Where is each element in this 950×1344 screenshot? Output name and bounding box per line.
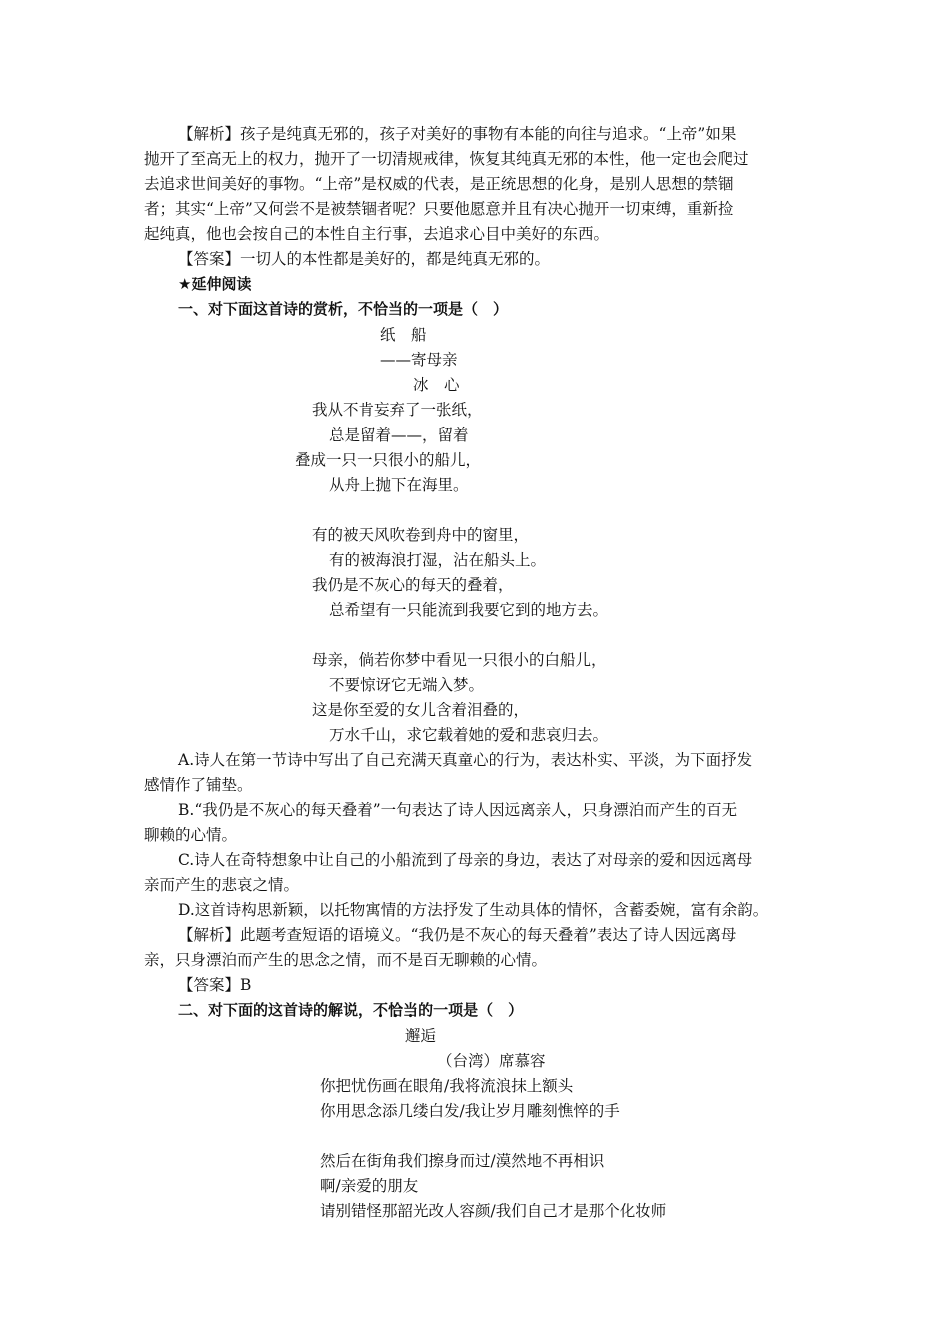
- poem-line: 啊/亲爱的朋友: [320, 1177, 419, 1195]
- option-c-cont: 亲而产生的悲哀之情。: [144, 876, 300, 894]
- poem-subtitle: ——寄母亲: [380, 351, 458, 369]
- analysis-line: 者；其实“上帝”又何尝不是被禁锢者呢？只要他愿意并且有决心抛开一切束缚，重新捡: [144, 200, 734, 218]
- poem-line: 总希望有一只能流到我要它到的地方去。: [329, 601, 609, 619]
- poem-line: 我从不肯妄弃了一张纸，: [312, 401, 483, 419]
- analysis-line: 抛开了至高无上的权力，抛开了一切清规戒律，恢复其纯真无邪的本性，他一定也会爬过: [144, 150, 749, 168]
- poem-line: 你用思念添几缕白发/我让岁月雕刻憔悴的手: [320, 1102, 620, 1120]
- answer-line: 【答案】B: [178, 976, 252, 994]
- option-d: D.这首诗构思新颖，以托物寓情的方法抒发了生动具体的情怀，含蓄委婉，富有余韵。: [178, 901, 769, 919]
- poem-title: 纸 船: [380, 326, 427, 344]
- poem-line: 万水千山，求它载着她的爱和悲哀归去。: [329, 726, 609, 744]
- poem-title: 邂逅: [405, 1027, 437, 1045]
- analysis-line: 去追求世间美好的事物。“上帝”是权威的代表，是正统思想的化身，是别人思想的禁锢: [144, 175, 734, 193]
- option-b: B.“我仍是不灰心的每天叠着”一句表达了诗人因远离亲人，只身漂泊而产生的百无: [178, 801, 738, 819]
- option-c: C.诗人在奇特想象中让自己的小船流到了母亲的身边，表达了对母亲的爱和因远离母: [178, 851, 753, 869]
- poem-line: 叠成一只一只很小的船儿，: [295, 451, 482, 469]
- stem-text: 的一项是（ ）: [418, 1001, 524, 1019]
- analysis-line: 亲，只身漂泊而产生的思念之情，而不是百无聊赖的心情。: [144, 951, 548, 969]
- poem-line: 不要惊讶它无端入梦。: [329, 676, 485, 694]
- poem-line: 你把忧伤画在眼角/我将流浪抹上额头: [320, 1077, 574, 1095]
- poem-line: 有的被天风吹卷到舟中的窗里，: [312, 526, 530, 544]
- poem-line: 我仍是不灰心的每天的叠着，: [312, 576, 514, 594]
- poem-line: 从舟上抛下在海里。: [329, 476, 469, 494]
- poem-author: 冰 心: [413, 376, 460, 394]
- question-stem: [178, 1000, 523, 1020]
- analysis-line: 【解析】此题考查短语的语境义。“我仍是不灰心的每天叠着”表达了诗人因远离母: [178, 926, 737, 944]
- emphasis-char: 当: [403, 1001, 419, 1019]
- option-a-cont: 感情作了铺垫。: [144, 776, 253, 794]
- poem-line: 请别错怪那韶光改人容颜/我们自己才是那个化妆师: [320, 1202, 667, 1220]
- answer-line: 【答案】一切人的本性都是美好的，都是纯真无邪的。: [178, 250, 551, 268]
- analysis-line: 【解析】孩子是纯真无邪的，孩子对美好的事物有本能的向往与追求。“上帝”如果: [178, 125, 737, 143]
- stem-text: 二、对下面的这首诗的解说，: [178, 1001, 374, 1019]
- section-title: ★延伸阅读: [178, 275, 252, 293]
- analysis-line: 起纯真，他也会按自己的本性自主行事，去追求心目中美好的东西。: [144, 225, 610, 243]
- poem-line: 总是留着——，留着: [329, 426, 469, 444]
- option-a: A.诗人在第一节诗中写出了自己充满天真童心的行为，表达朴实、平淡，为下面抒发: [178, 751, 753, 769]
- poem-author: （台湾）席慕容: [437, 1052, 546, 1070]
- option-b-cont: 聊赖的心情。: [144, 826, 238, 844]
- question-stem: 一、对下面这首诗的赏析，不恰当的一项是（ ）: [178, 300, 509, 318]
- emphasis-char: 恰: [388, 1001, 404, 1019]
- poem-line: 这是你至爱的女儿含着泪叠的，: [312, 701, 530, 719]
- emphasis-char: 不: [373, 1001, 389, 1019]
- poem-line: 母亲，倘若你梦中看见一只很小的白船儿，: [312, 651, 607, 669]
- poem-line: 然后在街角我们擦身而过/漠然地不再相识: [320, 1152, 605, 1170]
- poem-line: 有的被海浪打湿，沾在船头上。: [329, 551, 547, 569]
